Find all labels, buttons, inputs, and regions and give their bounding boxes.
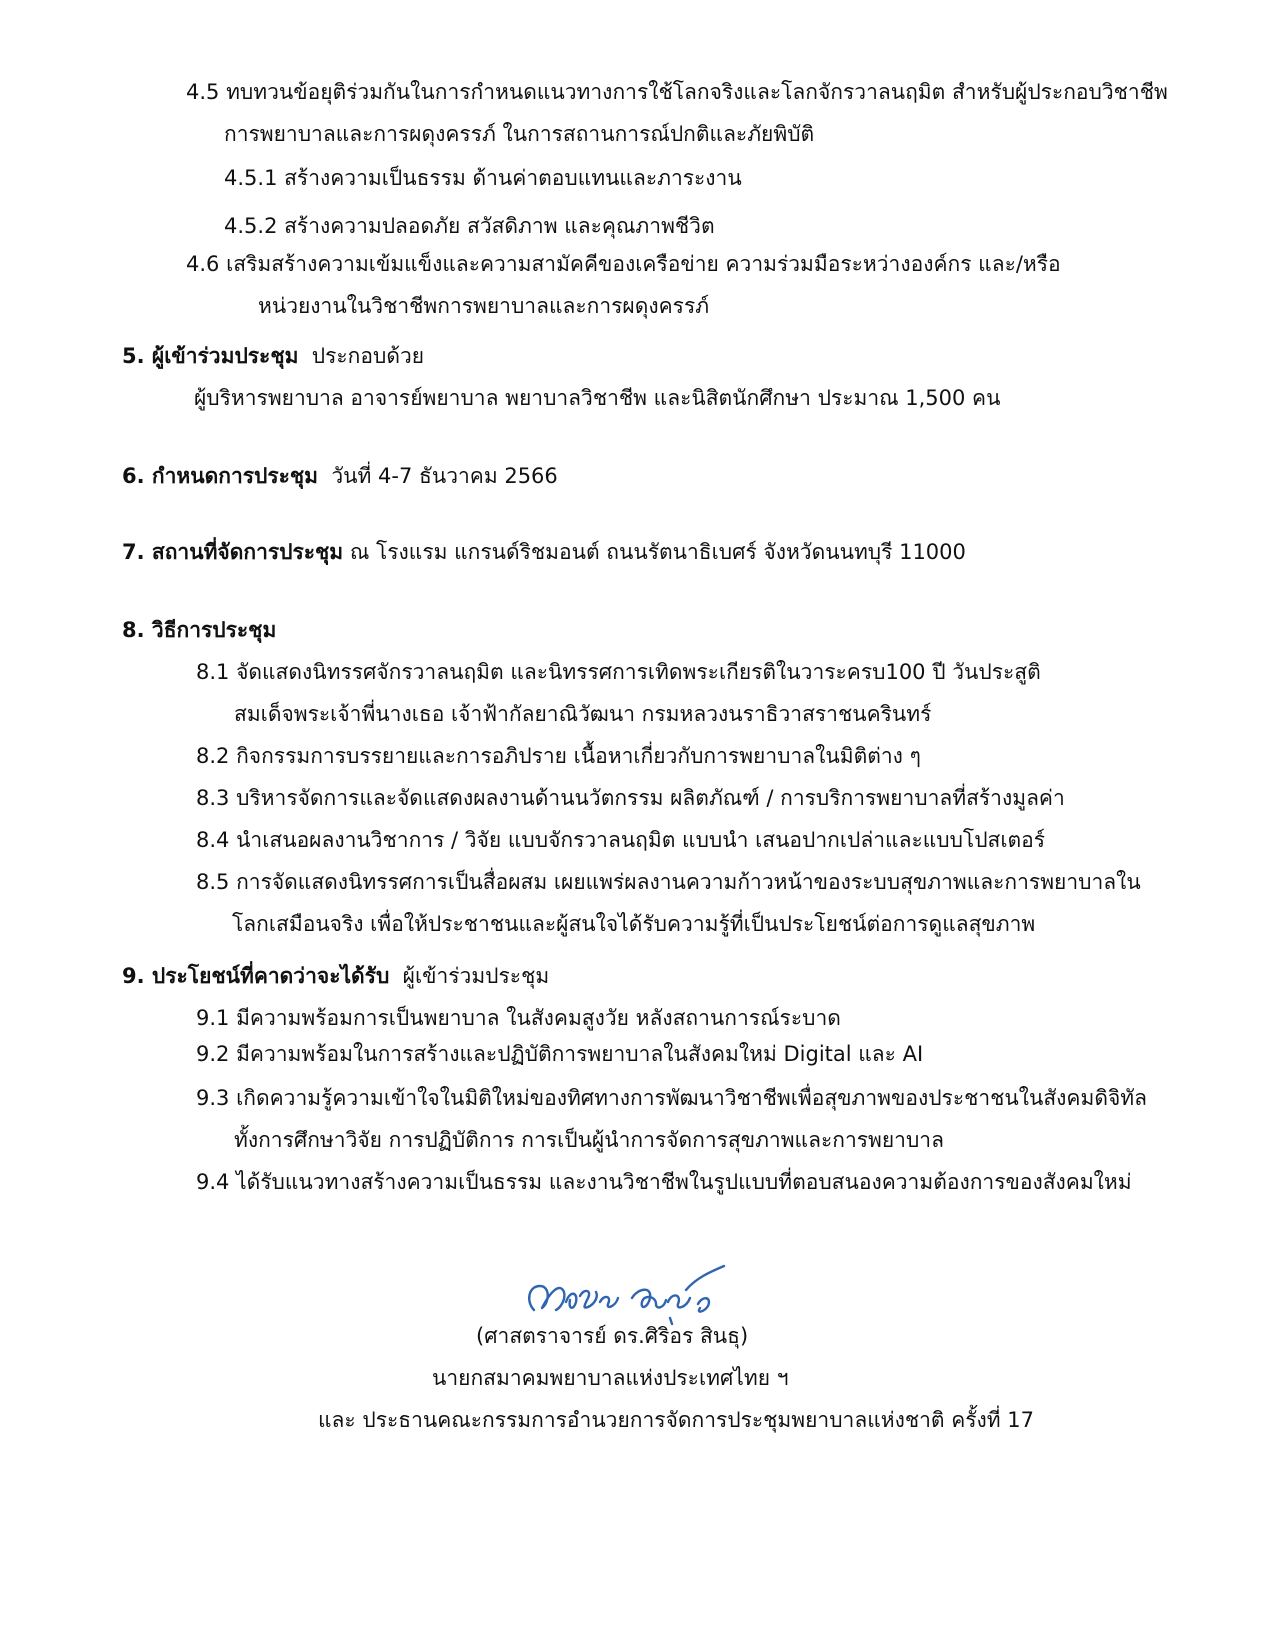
signer-title-2: และ ประธานคณะกรรมการอำนวยการจัดการประชุมพยาบาลแห่งชาติ ครั้งที่ 17 — [318, 1408, 1035, 1432]
item-4-5-1: 4.5.1 สร้างความเป็นธรรม ด้านค่าตอบแทนและภาระงาน — [224, 166, 742, 190]
item-8-3: 8.3 บริหารจัดการและจัดแสดงผลงานด้านนวัตกรรม ผลิตภัณฑ์ / การบริการพยาบาลที่สร้างมูลค่า — [196, 786, 1065, 810]
section-7-heading: 7. สถานที่จัดการประชุม — [122, 540, 344, 564]
item-8-1-line1: 8.1 จัดแสดงนิทรรศจักรวาลนฤมิต และนิทรรศการเทิดพระเกียรติในวาระครบ100 ปี วันประสูติ — [196, 660, 1041, 684]
item-8-1-line2: สมเด็จพระเจ้าพี่นางเธอ เจ้าฟ้ากัลยาณิวัฒนา กรมหลวงนราธิวาสราชนครินทร์ — [234, 702, 932, 726]
section-6 — [122, 462, 558, 490]
item-9-1: 9.1 มีความพร้อมการเป็นพยาบาล ในสังคมสูงวัย หลังสถานการณ์ระบาด — [196, 1006, 841, 1030]
section-6-text: วันที่ 4-7 ธันวาคม 2566 — [331, 464, 558, 488]
item-8-4: 8.4 นำเสนอผลงานวิชาการ / วิจัย แบบจักรวาลนฤมิต แบบนำ เสนอปากเปล่าและแบบโปสเตอร์ — [196, 828, 1046, 852]
section-5 — [122, 342, 424, 370]
item-9-3-line1: 9.3 เกิดความรู้ความเข้าใจในมิติใหม่ของทิศทางการพัฒนาวิชาชีพเพื่อสุขภาพของประชาชนในสังคมดิจิทัล — [196, 1086, 1147, 1110]
signer-name: (ศาสตราจารย์ ดร.ศิริอร สินธุ) — [476, 1324, 749, 1348]
section-5-heading: 5. ผู้เข้าร่วมประชุม — [122, 344, 299, 368]
section-7-text: ณ โรงแรม แกรนด์ริชมอนต์ ถนนรัตนาธิเบศร์ จังหวัดนนทบุรี 11000 — [349, 540, 966, 564]
signer-title-1: นายกสมาคมพยาบาลแห่งประเทศไทย ฯ — [432, 1366, 789, 1390]
section-7 — [122, 538, 966, 566]
item-8-5-line1: 8.5 การจัดแสดงนิทรรศการเป็นสื่อผสม เผยแพร่ผลงานความก้าวหน้าของระบบสุขภาพและการพยาบาลใน — [196, 870, 1141, 894]
item-4-6-line2: หน่วยงานในวิชาชีพการพยาบาลและการผดุงครรภ์ — [258, 294, 710, 318]
section-5-detail: ผู้บริหารพยาบาล อาจารย์พยาบาล พยาบาลวิชาชีพ และนิสิตนักศึกษา ประมาณ 1,500 คน — [194, 386, 1001, 410]
item-8-2: 8.2 กิจกรรมการบรรยายและการอภิปราย เนื้อหาเกี่ยวกับการพยาบาลในมิติต่าง ๆ — [196, 744, 921, 768]
item-4-5-line1: 4.5 ทบทวนข้อยุติร่วมกันในการกำหนดแนวทางการใช้โลกจริงและโลกจักรวาลนฤมิต สำหรับผู้ประกอบวิชาชีพ — [186, 80, 1168, 104]
section-9 — [122, 962, 549, 990]
section-8-heading: 8. วิธีการประชุม — [122, 618, 277, 642]
item-9-3-line2: ทั้งการศึกษาวิจัย การปฏิบัติการ การเป็นผู้นำการจัดการสุขภาพและการพยาบาล — [234, 1128, 944, 1152]
section-9-heading: 9. ประโยชน์ที่คาดว่าจะได้รับ — [122, 964, 390, 988]
section-5-text: ประกอบด้วย — [311, 344, 425, 368]
item-4-5-line2: การพยาบาลและการผดุงครรภ์ ในการสถานการณ์ปกติและภัยพิบัติ — [224, 122, 815, 146]
item-9-4: 9.4 ได้รับแนวทางสร้างความเป็นธรรม และงานวิชาชีพในรูปแบบที่ตอบสนองความต้องการของสังคมใหม่ — [196, 1170, 1132, 1194]
section-6-heading: 6. กำหนดการประชุม — [122, 464, 319, 488]
item-4-5-2: 4.5.2 สร้างความปลอดภัย สวัสดิภาพ และคุณภาพชีวิต — [224, 214, 715, 238]
item-4-6-line1: 4.6 เสริมสร้างความเข้มแข็งและความสามัคคีของเครือข่าย ความร่วมมือระหว่างองค์กร และ/หรือ — [186, 252, 1061, 276]
item-8-5-line2: โลกเสมือนจริง เพื่อให้ประชาชนและผู้สนใจได้รับความรู้ที่เป็นประโยชน์ต่อการดูแลสุขภาพ — [232, 912, 1036, 936]
item-9-2: 9.2 มีความพร้อมในการสร้างและปฏิบัติการพยาบาลในสังคมใหม่ Digital และ AI — [196, 1042, 924, 1066]
section-9-text: ผู้เข้าร่วมประชุม — [402, 964, 550, 988]
